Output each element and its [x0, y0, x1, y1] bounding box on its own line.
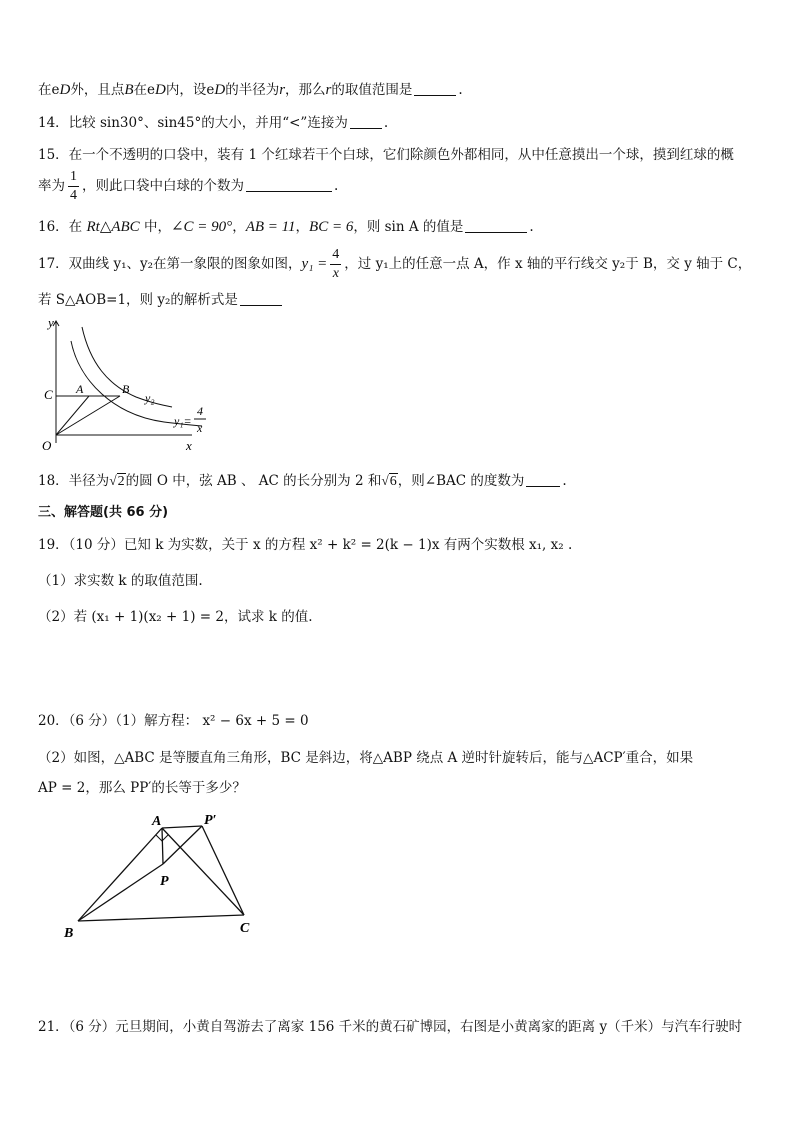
- question-14: 14．比较 sin30°、sin45°的大小，并用“<”连接为 .: [38, 115, 389, 131]
- label-P: P: [160, 874, 169, 889]
- triangle-rotation-figure: [56, 808, 271, 943]
- label-x: x: [186, 438, 192, 453]
- segment-OB: [56, 396, 120, 435]
- segment-BA: [78, 828, 162, 921]
- label-y1-num: 4: [197, 404, 203, 418]
- segment-BP: [78, 864, 163, 921]
- question-15-line1: 15．在一个不透明的口袋中，装有 1 个红球若干个白球，它们除颜色外都相同，从中任意摸出一个球，摸到红球的概: [38, 147, 734, 163]
- label-A: A: [76, 382, 84, 396]
- question-19-part2: （2）若 (x₁ + 1)(x₂ + 1) = 2，试求 k 的值.: [38, 609, 313, 625]
- question-20-part2: （2）如图，△ABC 是等腰直角三角形，BC 是斜边，将△ABP 绕点 A 逆时针旋转后，能与△ACP′重合，如果: [38, 750, 694, 766]
- answer-blank: [350, 114, 382, 129]
- answer-blank: [414, 81, 456, 96]
- question-15-line2: 率为 $\frac{1}{4}$ ，则此口袋中白球的个数为 .: [38, 169, 339, 203]
- answer-blank: [240, 291, 282, 306]
- question-21: 21．（6 分）元旦期间，小黄自驾游去了离家 156 千米的黄石矿博园，右图是小黄离家的距离 y（千米）与汽车行驶时: [38, 1019, 743, 1035]
- segment-AP: [162, 828, 163, 864]
- answer-blank: [526, 472, 560, 487]
- sqrt-6: √6: [381, 473, 397, 489]
- q13-continuation: 在eD外，且点B在eD内，设eD的半径为r，那么r的取值范围是 .: [38, 82, 463, 98]
- label-B: B: [122, 382, 130, 396]
- question-17-line2: 若 S△AOB=1，则 y₂的解析式是: [38, 290, 284, 310]
- label-y2: y₂: [145, 391, 155, 405]
- label-B: B: [64, 926, 74, 941]
- question-20-part2-cont: AP = 2，那么 PP′的长等于多少？: [38, 780, 246, 796]
- question-19: 19．（10 分）已知 k 为实数，关于 x 的方程 x² + k² = 2(k − 1)x 有两个实数根 x₁, x₂ .: [38, 537, 573, 553]
- segment-APprime: [162, 826, 202, 828]
- question-16: 16．在 Rt△ABC 中，∠C = 90°，AB = 11，BC = 6，则 sin A 的值是 .: [38, 219, 534, 235]
- sqrt-2: √2: [109, 473, 125, 489]
- label-O: O: [42, 438, 52, 453]
- label-Pprime: P′: [204, 813, 217, 828]
- label-y1-den: x: [197, 421, 203, 435]
- section-heading: 三、解答题(共 66 分): [38, 505, 169, 520]
- label-A: A: [152, 814, 162, 829]
- question-17-line1: 17．双曲线 y₁、y₂在第一象限的图象如图，y₁ = $\frac{4}{x}$ ，过 y₁上的任意一点 A，作 x 轴的平行线交 y₂于 B，交 y 轴于 C，: [38, 247, 752, 281]
- segment-AC: [162, 828, 244, 915]
- label-C: C: [44, 387, 53, 402]
- hyperbola-figure: [34, 313, 224, 458]
- segment-PprimeC: [202, 826, 244, 915]
- answer-blank: [465, 218, 527, 233]
- question-20: 20．（6 分）（1）解方程： x² − 6x + 5 = 0: [38, 713, 309, 729]
- fraction-one-quarter: $\frac{1}{4}$: [70, 169, 77, 203]
- answer-blank: [246, 177, 332, 192]
- question-18: 18．半径为√2的圆 O 中，弦 AB 、 AC 的长分别为 2 和√6，则∠BAC 的度数为 .: [38, 473, 567, 489]
- label-C: C: [240, 921, 250, 936]
- segment-BC: [78, 915, 244, 921]
- question-19-part1: （1）求实数 k 的取值范围.: [38, 573, 203, 589]
- label-y1: y₁=: [174, 414, 192, 428]
- label-y: y: [48, 315, 54, 330]
- segment-PPprime: [163, 826, 202, 864]
- fraction-4-over-x: $\frac{4}{x}$: [332, 247, 340, 281]
- segment-OA: [56, 396, 89, 435]
